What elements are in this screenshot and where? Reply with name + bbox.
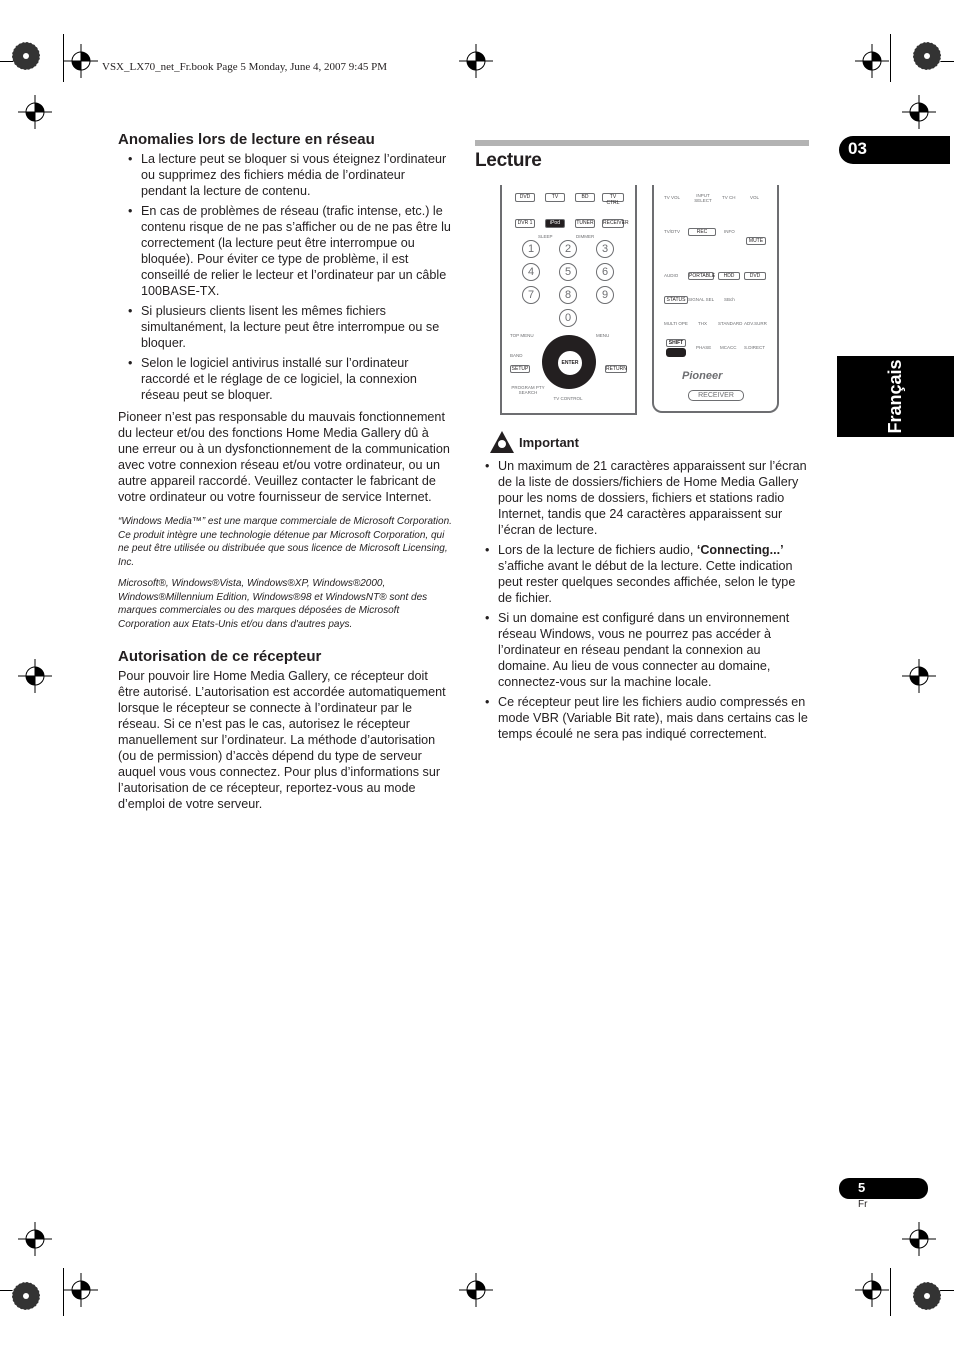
section-rule (475, 140, 809, 146)
remote-number-button: 6 (596, 263, 614, 281)
remote-label: PHASE (696, 345, 712, 350)
remote-button: TV CTRL (602, 193, 624, 202)
shift-button: SHIFT (666, 339, 686, 347)
page-number: 5 (858, 1180, 866, 1195)
remote-label: SIGNAL SEL (688, 297, 715, 302)
list-item: • La lecture peut se bloquer si vous éteignez l’ordinateur ou supprimez des fichiers média de l’ordinateur pendant la lecture de contenu. (118, 151, 452, 199)
remote-button: RECEIVER (603, 220, 629, 226)
remote-label: STANDARD (718, 321, 743, 326)
remote-button: STATUS (664, 296, 688, 304)
remote-button: TUNER (576, 220, 594, 226)
registration-mark-icon (18, 95, 52, 129)
registration-mark-icon (855, 44, 889, 78)
list-item: • Si plusieurs clients lisent les mêmes fichiers simultanément, la lecture peut être interrompue ou se bloquer. (118, 303, 452, 351)
registration-mark-icon (902, 1222, 936, 1256)
remote-button: TV (545, 193, 565, 202)
registration-mark-icon (64, 1273, 98, 1307)
remote-right-panel (652, 185, 779, 413)
receiver-button: RECEIVER (688, 390, 744, 401)
important-label: Important (519, 435, 579, 450)
remote-button: iPod (545, 219, 565, 228)
chapter-number: 03 (848, 139, 867, 158)
list-item: • Un maximum de 21 caractères apparaissent sur l’écran de la liste de dossiers/fichiers de Home Media Gallery pour les noms de dossiers, fichiers et stations radio Internet, tandis que 24 caractères apparaissent sur l’écran de lecture. (475, 458, 809, 538)
remote-label: DIMMER (576, 234, 595, 239)
language-label: Français (885, 359, 905, 434)
remote-button: DVD (515, 193, 535, 202)
remote-number-button: 2 (559, 240, 577, 258)
registration-mark-icon (459, 44, 493, 78)
registration-mark-icon (18, 1222, 52, 1256)
remote-label: MULTI OPE (664, 321, 688, 326)
remote-button: PORTABLE (689, 273, 716, 279)
remote-label: VOL (750, 195, 760, 200)
section-title: Anomalies lors de lecture en réseau (118, 131, 375, 148)
remote-number-button: 1 (522, 240, 540, 258)
remote-button: DVR 1 (515, 219, 535, 228)
remote-button: DVD (744, 272, 766, 280)
remote-label: TV CONTROL (553, 396, 583, 401)
left-column (118, 132, 452, 812)
remote-number-button: 5 (559, 263, 577, 281)
registration-mark-icon (902, 659, 936, 693)
list-item: • Si un domaine est configuré dans un environnement réseau Windows, vous ne pourrez pas accéder à l’ordinateur en réseau pendant la connexion au domaine. Au lieu de vous connecter au domaine, connectez-vous sur la machine locale. (475, 610, 809, 690)
trademark-note: Microsoft®, Windows®Vista, Windows®XP, Windows®2000, Windows®Millennium Edition, Windows®98 et WindowsNT® sont des marques commerciales ou des marques déposées de Microsoft Corporation aux Etats-Unis et/ou dans d'autres pays. (118, 578, 428, 630)
color-rosette-icon (11, 41, 41, 71)
warning-icon (489, 430, 515, 454)
color-rosette-icon (912, 1281, 942, 1311)
remote-number-button: 4 (522, 263, 540, 281)
enter-button: ENTER (557, 350, 583, 376)
page-number-tab (839, 1178, 928, 1199)
color-rosette-icon (912, 41, 942, 71)
list-item: • Ce récepteur peut lire les fichiers audio compressés en mode VBR (Variable Bit rate), mais dans certains cas le temps écoulé ne sera pas indiqué correctement. (475, 694, 809, 742)
list-item (475, 542, 809, 606)
remote-label: MCACC (720, 345, 737, 350)
registration-mark-icon (459, 1273, 493, 1307)
registration-mark-icon (64, 44, 98, 78)
registration-mark-icon (902, 95, 936, 129)
remote-label: INPUT SELECT (694, 193, 712, 203)
body-paragraph: Pioneer n’est pas responsable du mauvais fonctionnement du lecteur et/ou des fonctions Home Media Gallery dû à une erreur ou à un dysfonctionnement de la communication avec votre connexion réseau et/ou votre ordinateur, ou un autre appareil raccordé. Veuillez contacter le fabricant de votre ordinateur ou votre fournisseur de service Internet. (118, 410, 450, 504)
remote-button: MUTE (746, 237, 766, 245)
remote-number-button: 7 (522, 286, 540, 304)
section-title: Autorisation de ce récepteur (118, 648, 322, 665)
file-info-header: VSX_LX70_net_Fr.book Page 5 Monday, June 4, 2007 9:45 PM (102, 61, 387, 73)
bullet-list (118, 151, 452, 403)
remote-button: HDD (718, 272, 740, 280)
remote-label: TV VOL (664, 195, 681, 200)
remote-label: SLEEP (538, 234, 553, 239)
registration-mark-icon (855, 1273, 889, 1307)
list-item: • En cas de problèmes de réseau (trafic intense, etc.) le contenu risque de ne pas s’afficher ou de ne pas être lu correctement (la lecture peut être interrompue ou bloquée). Pour éviter ce type de problème, il est conseillé de relier le lecteur et l’ordinateur par un câble 100BASE-TX. (118, 203, 452, 299)
connecting-text: ‘Connecting...’ (696, 543, 784, 557)
remote-label: TOP MENU (510, 333, 534, 338)
bullet-list (475, 458, 809, 742)
list-item-text: Lors de la lecture de fichiers audio, (498, 543, 697, 557)
remote-label: BAND (510, 353, 523, 358)
remote-label: S.DIRECT (744, 345, 766, 350)
remote-number-button: 8 (559, 286, 577, 304)
remote-label: THX (698, 321, 707, 326)
list-item-text: s’affiche avant le début de la lecture. Cette indication peut rester quelques secondes affichée, selon le type de fichier. (498, 559, 796, 605)
remote-button: RETURN (606, 366, 627, 372)
color-rosette-icon (11, 1281, 41, 1311)
right-column (475, 458, 809, 746)
shift-key (666, 348, 686, 357)
remote-number-button: 9 (596, 286, 614, 304)
remote-label: TV/DTV (664, 229, 681, 234)
remote-label: AUDIO (664, 273, 679, 278)
body-paragraph: Pour pouvoir lire Home Media Gallery, ce récepteur doit être autorisé. L’autorisation est accordée automatiquement lorsque le récepteur se connecte à l’ordinateur par le réseau. Si ce n’est pas le cas, autorisez le récepteur manuellement sur l’ordinateur. La méthode d’autorisation (ou de permission) d’accès dépend du type de serveur auquel vous vous connectez. Pour plus d’informations sur l’autorisation de ce récepteur, reportez-vous au mode d’emploi de votre serveur. (118, 669, 446, 811)
remote-label: PROGRAM PTY SEARCH (511, 385, 545, 395)
trademark-note: Ce produit intègre une technologie détenue par Microsoft Corporation, qui ne peut être utilisée ou distribuée que sous licence de Microsoft Licensing, Inc. (118, 529, 448, 568)
remote-number-button: 0 (559, 309, 577, 327)
pioneer-logo: Pioneer (682, 370, 723, 382)
remote-label: MENU (596, 333, 610, 338)
crop-mark (890, 1268, 891, 1316)
remote-button: REC (688, 228, 716, 236)
list-item: • Selon le logiciel antivirus installé sur l’ordinateur raccordé et le réglage de ce logiciel, la connexion réseau peut se bloquer. (118, 355, 452, 403)
remote-left-panel (500, 185, 637, 415)
remote-button: SETUP (511, 366, 529, 372)
page-language: Fr (858, 1199, 868, 1210)
remote-label: INFO (724, 229, 735, 234)
registration-mark-icon (18, 659, 52, 693)
page-title: Lecture (475, 150, 542, 171)
remote-label: SBch (724, 297, 735, 302)
remote-label: ADV.SURR (744, 321, 767, 326)
trademark-note: “Windows Media™” est une marque commerciale de Microsoft Corporation. (118, 516, 452, 527)
remote-label: TV CH (722, 195, 736, 200)
remote-button: BD (575, 193, 595, 202)
remote-number-button: 3 (596, 240, 614, 258)
crop-mark (890, 34, 891, 82)
